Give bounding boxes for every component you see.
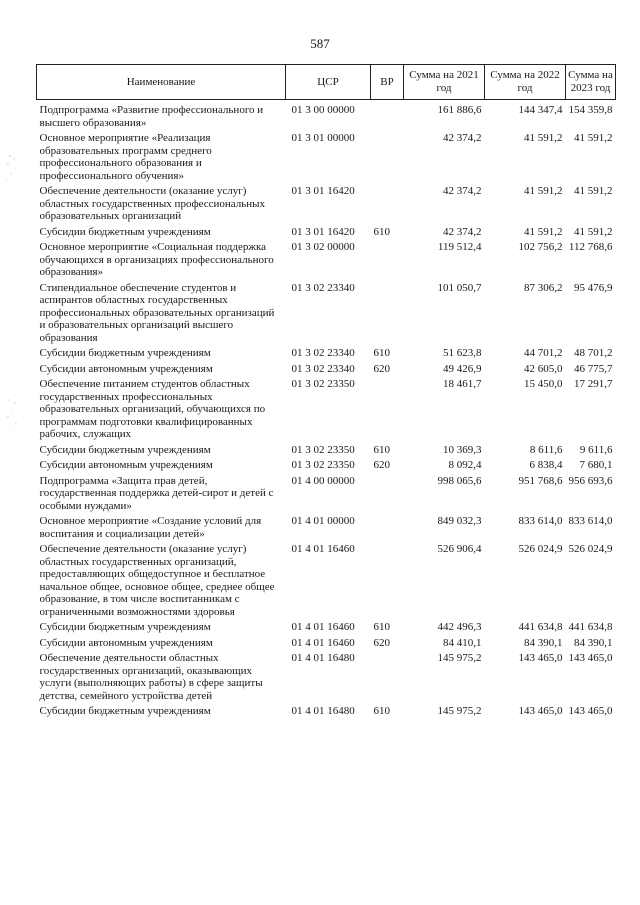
cell-sum-2023: 46 775,7 [574, 362, 613, 375]
cell-name: Субсидии бюджетным учреждениям [39, 621, 211, 633]
cell-name: Подпрограмма «Развитие профессионального и высшего образования» [39, 104, 264, 129]
cell-csr: 01 3 00 00000 [291, 104, 355, 116]
cell-sum-2023: 41 591,2 [574, 225, 613, 238]
cell-vr [371, 282, 404, 348]
cell-name: Обеспечение деятельности (оказание услуг) областных государственных организаций, предоставляющих общедоступное и бесплатное начальное общее, основное общее, среднее общее образование, в том числе воспитанникам с ограниченными возможностями здоровья [39, 543, 275, 618]
cell-csr: 01 3 01 16420 [291, 185, 355, 197]
cell-csr: 01 3 02 23350 [291, 443, 355, 456]
cell-sum-2022: 8 611,6 [529, 443, 563, 456]
cell-sum-2023: 112 768,6 [568, 241, 613, 253]
cell-sum-2021: 119 512,4 [437, 241, 482, 253]
header-sum-2021: Сумма на 2021 год [404, 65, 485, 100]
cell-sum-2023: 143 465,0 [568, 652, 613, 664]
cell-vr [371, 515, 404, 543]
cell-name: Обеспечение питанием студентов областных государственных профессиональных образовательных организаций, обучающихся по программам подготовки квалифицированных рабочих, служащих [39, 378, 266, 440]
cell-sum-2021: 161 886,6 [437, 104, 482, 116]
cell-sum-2021: 145 975,2 [437, 652, 482, 664]
table-row [37, 621, 616, 637]
cell-sum-2022: 41 591,2 [524, 185, 563, 197]
cell-sum-2021: 8 092,4 [448, 459, 482, 471]
cell-sum-2022: 15 450,0 [524, 378, 563, 390]
cell-vr [371, 185, 404, 226]
cell-name: Основное мероприятие «Социальная поддержка обучающихся в организациях профессионального образования» [39, 241, 274, 278]
cell-sum-2023: 17 291,7 [574, 378, 613, 390]
cell-csr: 01 3 02 23340 [291, 347, 355, 359]
cell-csr: 01 3 01 00000 [291, 132, 355, 144]
table-row [37, 637, 616, 653]
cell-name: Подпрограмма «Защита прав детей, государственная поддержка детей-сирот и детей с особыми нуждами» [39, 474, 274, 512]
cell-sum-2021: 18 461,7 [443, 378, 482, 390]
cell-vr: 620 [373, 636, 390, 649]
table-row [37, 185, 616, 226]
cell-vr: 610 [373, 347, 390, 359]
cell-csr: 01 4 01 16480 [291, 652, 355, 664]
cell-name: Субсидии автономным учреждениям [39, 459, 213, 471]
cell-vr [371, 241, 404, 282]
cell-csr: 01 3 02 00000 [291, 241, 355, 253]
budget-table [36, 64, 616, 721]
cell-sum-2022: 102 756,2 [518, 241, 563, 253]
cell-sum-2022: 41 591,2 [524, 132, 563, 144]
cell-csr: 01 4 01 16460 [291, 636, 355, 649]
cell-sum-2022: 6 838,4 [529, 459, 563, 471]
cell-name: Субсидии автономным учреждениям [39, 362, 213, 375]
table-row [37, 652, 616, 705]
table-row [37, 347, 616, 363]
cell-name: Основное мероприятие «Реализация образовательных программ среднего профессионального образования и профессионального обучения» [39, 132, 212, 182]
header-vr: ВР [371, 65, 404, 100]
cell-sum-2021: 42 374,2 [443, 225, 482, 238]
cell-sum-2022: 441 634,8 [518, 621, 563, 633]
cell-csr: 01 3 02 23340 [291, 362, 355, 375]
cell-sum-2023: 7 680,1 [579, 459, 613, 471]
cell-sum-2023: 526 024,9 [568, 543, 613, 555]
cell-vr: 610 [373, 621, 390, 633]
header-csr: ЦСР [286, 65, 371, 100]
cell-sum-2022: 951 768,6 [518, 474, 563, 487]
header-sum-2022: Сумма на 2022 год [485, 65, 566, 100]
cell-name: Субсидии бюджетным учреждениям [39, 225, 211, 238]
cell-sum-2023: 41 591,2 [574, 185, 613, 197]
cell-sum-2021: 849 032,3 [437, 515, 482, 527]
cell-vr: 610 [373, 443, 390, 456]
table-row [37, 282, 616, 348]
cell-vr [371, 543, 404, 621]
cell-csr: 01 4 00 00000 [291, 474, 355, 487]
cell-sum-2022: 41 591,2 [524, 225, 563, 238]
cell-sum-2021: 145 975,2 [437, 705, 482, 717]
cell-sum-2021: 42 374,2 [443, 185, 482, 197]
table-row [37, 543, 616, 621]
cell-name: Субсидии бюджетным учреждениям [39, 705, 211, 717]
cell-csr: 01 4 01 16460 [291, 543, 355, 555]
cell-name: Основное мероприятие «Создание условий для воспитания и социализации детей» [39, 515, 262, 540]
table-row [37, 378, 616, 444]
cell-sum-2022: 84 390,1 [524, 636, 563, 649]
header-name: Наименование [37, 65, 286, 100]
table-row [37, 132, 616, 185]
cell-sum-2021: 84 410,1 [443, 636, 482, 649]
scan-artifact [4, 395, 22, 435]
cell-name: Обеспечение деятельности (оказание услуг) областных государственных профессиональных образовательных организаций [39, 185, 266, 222]
cell-csr: 01 3 02 23350 [291, 459, 355, 471]
cell-sum-2022: 526 024,9 [518, 543, 563, 555]
header-sum-2023: Сумма на 2023 год [566, 65, 616, 100]
table-body [37, 100, 616, 721]
scan-artifact [4, 150, 22, 190]
cell-sum-2022: 87 306,2 [524, 281, 563, 294]
cell-vr [371, 475, 404, 516]
table-row [37, 104, 616, 132]
cell-sum-2021: 42 374,2 [443, 132, 482, 144]
cell-vr: 620 [373, 459, 390, 471]
cell-csr: 01 3 01 16420 [291, 225, 355, 238]
cell-sum-2022: 143 465,0 [518, 652, 563, 664]
cell-name: Стипендиальное обеспечение студентов и аспирантов областных государственных профессиональных образовательных организаций и образовательных организаций высшего образования [39, 281, 275, 344]
cell-sum-2023: 95 476,9 [574, 281, 613, 294]
cell-sum-2022: 833 614,0 [518, 515, 563, 527]
cell-sum-2023: 9 611,6 [579, 443, 613, 456]
cell-sum-2023: 154 359,8 [568, 104, 613, 116]
page-number: 587 [310, 36, 330, 51]
cell-sum-2022: 44 701,2 [524, 347, 563, 359]
table-row [37, 226, 616, 242]
cell-sum-2023: 143 465,0 [568, 705, 613, 717]
cell-sum-2022: 143 465,0 [518, 705, 563, 717]
cell-vr [371, 378, 404, 444]
cell-sum-2021: 51 623,8 [443, 347, 482, 359]
cell-csr: 01 4 01 00000 [291, 515, 355, 527]
cell-csr: 01 4 01 16480 [291, 705, 355, 717]
cell-sum-2021: 10 369,3 [443, 443, 482, 456]
cell-sum-2023: 41 591,2 [574, 132, 613, 144]
cell-vr [371, 132, 404, 185]
cell-vr: 610 [373, 705, 390, 717]
cell-vr [371, 652, 404, 705]
table-row [37, 241, 616, 282]
table-row [37, 459, 616, 475]
cell-sum-2022: 42 605,0 [524, 362, 563, 375]
table-row [37, 363, 616, 379]
cell-vr: 620 [373, 362, 390, 375]
cell-csr: 01 3 02 23350 [291, 378, 355, 390]
table-row [37, 515, 616, 543]
cell-sum-2021: 998 065,6 [437, 474, 482, 487]
cell-name: Обеспечение деятельности областных государственных организаций, оказывающих услуги (выполняющих работы) в сфере защиты детства, семейного устройства детей [39, 652, 263, 702]
cell-sum-2021: 442 496,3 [437, 621, 482, 633]
table-row [37, 705, 616, 721]
table-header-row [37, 65, 616, 100]
cell-vr: 610 [373, 225, 390, 238]
cell-csr: 01 4 01 16460 [291, 621, 355, 633]
cell-name: Субсидии бюджетным учреждениям [39, 347, 211, 359]
cell-vr [371, 104, 404, 132]
cell-sum-2023: 84 390,1 [574, 636, 613, 649]
cell-sum-2023: 48 701,2 [574, 347, 613, 359]
table-row [37, 444, 616, 460]
cell-sum-2023: 441 634,8 [568, 621, 613, 633]
cell-sum-2021: 101 050,7 [437, 281, 482, 294]
cell-csr: 01 3 02 23340 [291, 281, 355, 294]
cell-name: Субсидии бюджетным учреждениям [39, 443, 211, 456]
cell-sum-2023: 833 614,0 [568, 515, 613, 527]
cell-sum-2021: 526 906,4 [437, 543, 482, 555]
cell-sum-2022: 144 347,4 [518, 104, 563, 116]
cell-name: Субсидии автономным учреждениям [39, 636, 213, 649]
table-row [37, 475, 616, 516]
cell-sum-2023: 956 693,6 [568, 474, 613, 487]
cell-sum-2021: 49 426,9 [443, 362, 482, 375]
